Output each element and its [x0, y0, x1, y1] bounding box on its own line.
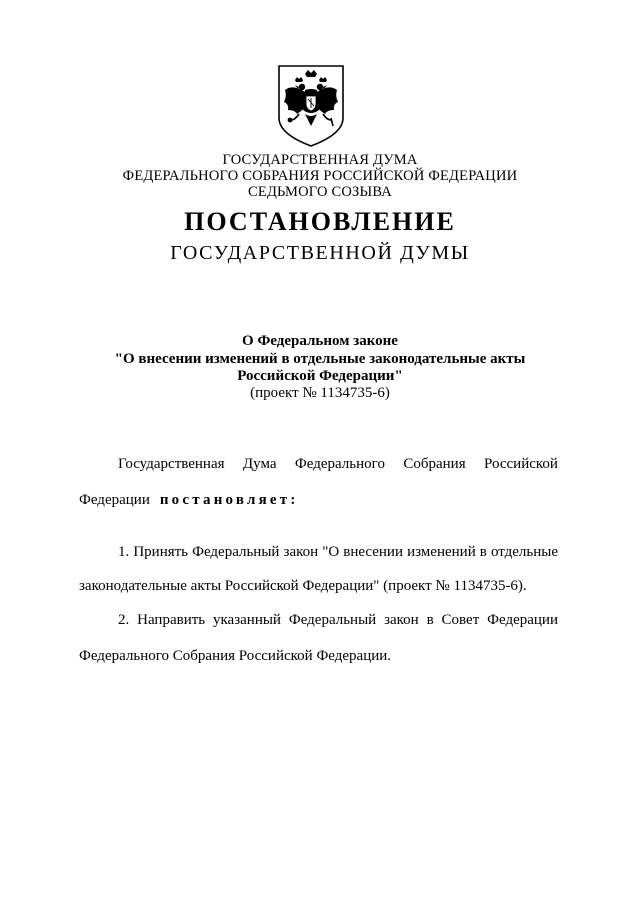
preamble-line1 — [118, 455, 558, 473]
document-issuer-title: ГОСУДАРСТВЕННОЙ ДУМЫ — [170, 242, 470, 264]
preamble-line2-text: Федерации — [79, 492, 150, 508]
subject-project-number: (проект № 1134735-6) — [250, 385, 390, 401]
resolves-verb: постановляет: — [159, 492, 299, 508]
subject-line3: Российской Федерации" — [237, 368, 403, 384]
subject-line1: О Федеральном законе — [242, 333, 398, 349]
item2-line1: 2. Направить указанный Федеральный закон в Совет Федерации — [118, 612, 558, 628]
preamble-word: Дума — [242, 456, 277, 472]
item1-line2: законодательные акты Российской Федерации" (проект № 1134735-6). — [79, 578, 527, 594]
preamble-line2 — [79, 491, 299, 509]
preamble-word: Российской — [484, 456, 558, 472]
document-type-title: ПОСТАНОВЛЕНИЕ — [184, 207, 456, 236]
item2-line2: Федерального Собрания Российской Федерации. — [79, 648, 392, 664]
item1-line1: 1. Принять Федеральный закон "О внесении изменений в отдельные — [118, 544, 558, 560]
org-name-line1: ГОСУДАРСТВЕННАЯ ДУМА — [222, 152, 418, 168]
subject-line2: "О внесении изменений в отдельные законодательные акты — [114, 351, 526, 367]
preamble-word: Федерального — [294, 456, 385, 472]
org-name-line2: ФЕДЕРАЛЬНОГО СОБРАНИЯ РОССИЙСКОЙ ФЕДЕРАЦИИ — [122, 168, 518, 184]
preamble-word: Государственная — [118, 456, 225, 472]
preamble-word: Собрания — [403, 456, 466, 472]
org-name-line3: СЕДЬМОГО СОЗЫВА — [248, 184, 392, 200]
coat-of-arms-icon — [275, 62, 347, 148]
